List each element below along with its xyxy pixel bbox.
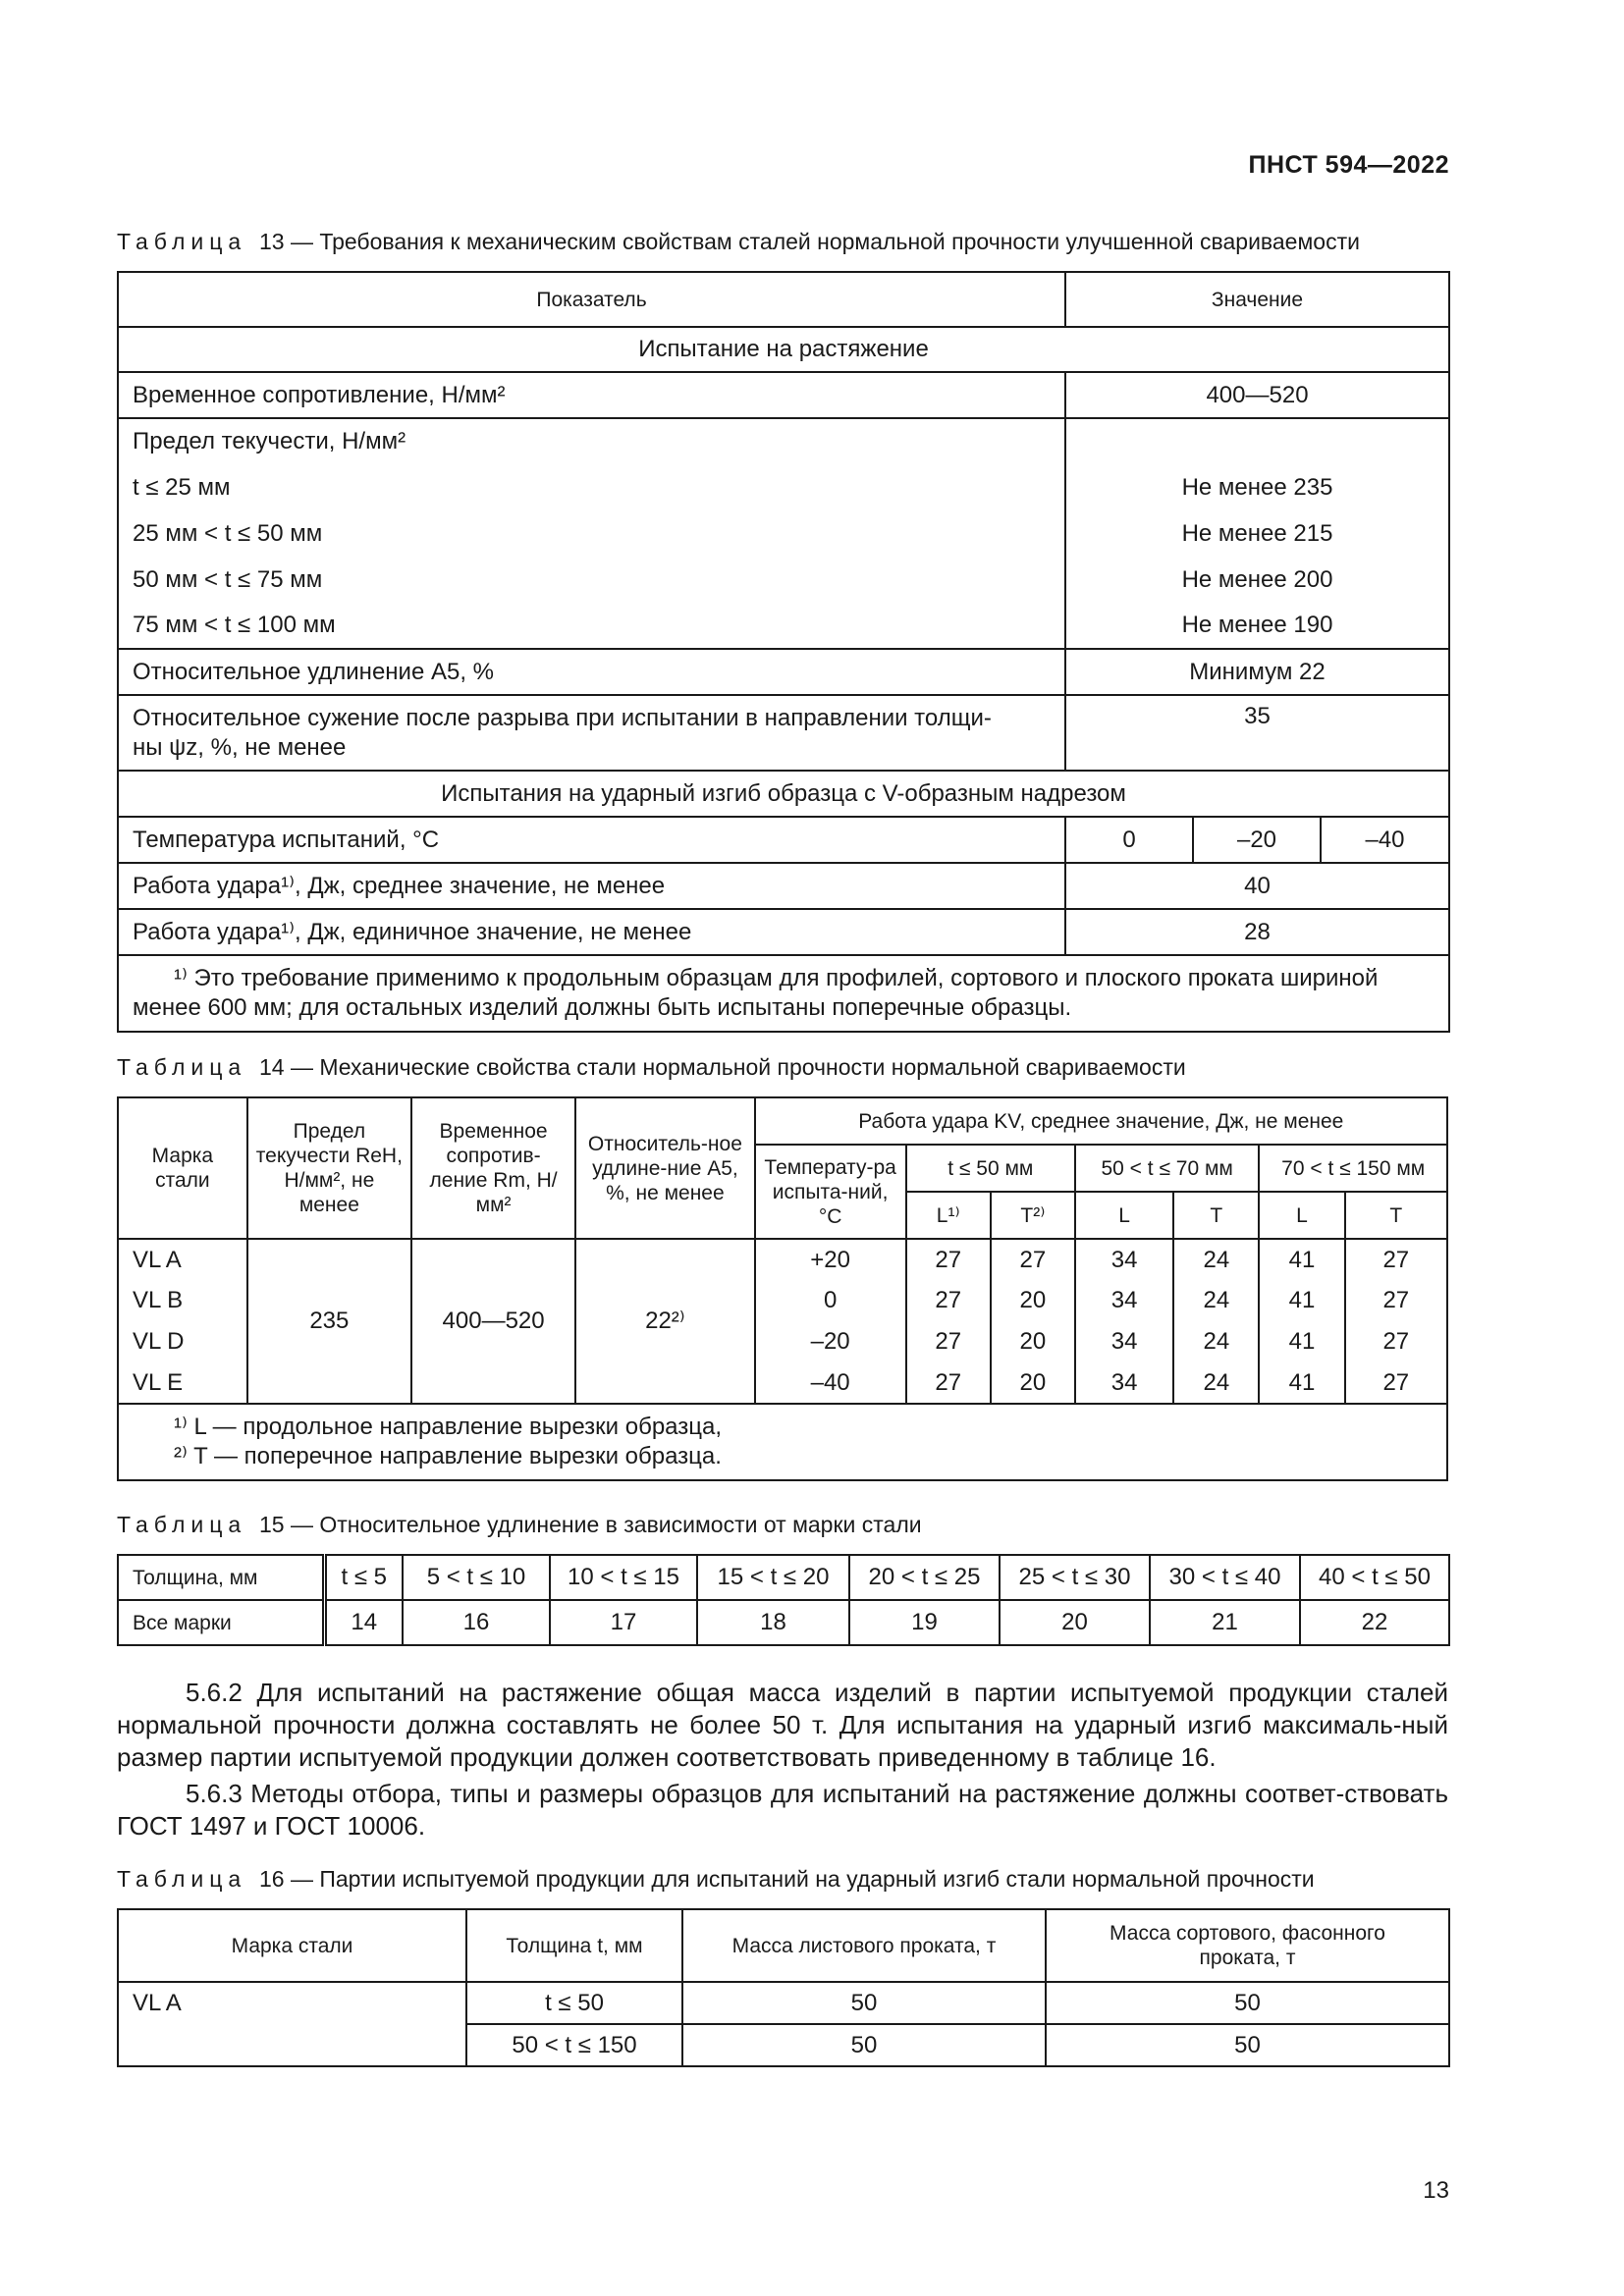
paragraph-5-6-3: 5.6.3 Методы отбора, типы и размеры образцов для испытаний на растяжение должны соответ-ствовать ГОСТ 1497 и ГОСТ 10006. [117, 1779, 1448, 1841]
table-13-footnote: ¹⁾ Это требование применимо к продольным образцам для профилей, сортового и плоского проката шириной менее 600 мм; для остальных изделий должны быть испытаны поперечные образцы. [118, 955, 1449, 1032]
table-row [118, 1555, 1449, 1600]
reduction-value: 35 [1065, 695, 1449, 771]
reduction-label [118, 695, 1065, 771]
kv-cell: 20 [991, 1362, 1075, 1404]
grade: VL A [118, 1982, 466, 2066]
thickness-range: 20 < t ≤ 25 [849, 1555, 1000, 1600]
thickness: t ≤ 50 [466, 1982, 682, 2024]
section-mass: 50 [1046, 1982, 1449, 2024]
h-elongation: Относитель-ное удлине-ние A5, %, не менее [575, 1097, 754, 1239]
table-row [118, 1600, 1449, 1645]
elongation-value: 17 [550, 1600, 697, 1645]
kv-cell: 34 [1075, 1321, 1173, 1362]
yield-title: Предел текучести, Н/мм² [118, 418, 1065, 464]
footnote-row [118, 955, 1449, 1032]
section-row [118, 327, 1449, 372]
kv-cell: 27 [906, 1280, 991, 1321]
elongation-value: 22²⁾ [575, 1239, 754, 1404]
temp: –40 [755, 1362, 906, 1404]
h-kv: Работа удара KV, среднее значение, Дж, не менее [755, 1097, 1447, 1145]
h-dir: L¹⁾ [906, 1192, 991, 1239]
impact-avg-label: Работа удара¹⁾, Дж, среднее значение, не менее [118, 863, 1065, 909]
temp-value: 0 [1065, 817, 1193, 863]
caption-text: 15 — Относительное удлинение в зависимости от марки стали [258, 1512, 922, 1537]
kv-cell: 27 [1345, 1239, 1447, 1280]
kv-cell: 27 [1345, 1362, 1447, 1404]
table-16 [117, 1908, 1450, 2067]
h-grade: Марка стали [118, 1097, 247, 1239]
grade: VL E [118, 1362, 247, 1404]
grade: VL D [118, 1321, 247, 1362]
h-dir: L [1075, 1192, 1173, 1239]
sheet-mass: 50 [682, 2024, 1046, 2066]
elongation-label: Относительное удлинение A5, % [118, 649, 1065, 695]
table-15 [117, 1554, 1450, 1646]
thickness-range: 15 < t ≤ 20 [697, 1555, 849, 1600]
yield-value: 235 [247, 1239, 411, 1404]
h-section-mass: Масса сортового, фасонного проката, т [1046, 1909, 1449, 1982]
tensile-value: 400—520 [411, 1239, 575, 1404]
yield-range: t ≤ 25 мм [118, 464, 1065, 510]
section-impact: Испытания на ударный изгиб образца с V-образным надрезом [118, 771, 1449, 817]
kv-cell: 27 [906, 1362, 991, 1404]
table-header-row [118, 1909, 1449, 1982]
section-tensile: Испытание на растяжение [118, 327, 1449, 372]
table-row [118, 1239, 1447, 1280]
thickness-label: Толщина, мм [118, 1555, 324, 1600]
kv-cell: 20 [991, 1280, 1075, 1321]
impact-avg-value: 40 [1065, 863, 1449, 909]
temp-value: –20 [1193, 817, 1321, 863]
thickness-range: t ≤ 5 [324, 1555, 403, 1600]
temp: –20 [755, 1321, 906, 1362]
kv-cell: 24 [1173, 1321, 1259, 1362]
h-tensile: Временное сопротив-ление Rm, Н/мм² [411, 1097, 575, 1239]
elongation-value: 16 [403, 1600, 550, 1645]
h-dir: T²⁾ [991, 1192, 1075, 1239]
caption-word: Таблица [117, 1866, 247, 1892]
temp-value: –40 [1321, 817, 1449, 863]
h-sheet-mass: Масса листового проката, т [682, 1909, 1046, 1982]
caption-word: Таблица [117, 1054, 247, 1080]
kv-cell: 41 [1259, 1280, 1344, 1321]
elongation-value: 21 [1150, 1600, 1300, 1645]
h-grade: Марка стали [118, 1909, 466, 1982]
kv-cell: 27 [1345, 1280, 1447, 1321]
h-temp: Температу-ра испыта-ний, °С [755, 1145, 906, 1239]
h-range: 70 < t ≤ 150 мм [1259, 1145, 1447, 1192]
table-row [118, 863, 1449, 909]
footnote-2: ²⁾ T — поперечное направление вырезки образца. [174, 1443, 722, 1469]
kv-cell: 41 [1259, 1321, 1344, 1362]
thickness-range: 30 < t ≤ 40 [1150, 1555, 1300, 1600]
kv-cell: 24 [1173, 1280, 1259, 1321]
table-row [118, 695, 1449, 771]
paragraph-5-6-2: 5.6.2 Для испытаний на растяжение общая масса изделий в партии испытуемой продукции сталей нормальной прочности должна составлять не более 50 т. Для испытания на ударный изгиб максималь-ный размер партии испытуемой продукции должен соответствовать приведенному в таблице 16. [117, 1678, 1448, 1772]
thickness-range: 25 < t ≤ 30 [1000, 1555, 1150, 1600]
table-row [118, 603, 1449, 649]
kv-cell: 41 [1259, 1362, 1344, 1404]
table-16-caption [117, 1866, 1315, 1893]
yield-value: Не менее 235 [1065, 464, 1449, 510]
kv-cell: 34 [1075, 1362, 1173, 1404]
impact-single-value: 28 [1065, 909, 1449, 955]
elongation-value: 14 [324, 1600, 403, 1645]
table-14-footnotes [118, 1404, 1447, 1480]
table-row [118, 817, 1449, 863]
test-temp-label: Температура испытаний, °С [118, 817, 1065, 863]
table-row [118, 649, 1449, 695]
table-row [118, 1982, 1449, 2024]
elongation-value: 19 [849, 1600, 1000, 1645]
table-header-row [118, 272, 1449, 327]
caption-text: 14 — Механические свойства стали нормальной прочности нормальной свариваемости [258, 1054, 1186, 1080]
h-dir: T [1173, 1192, 1259, 1239]
kv-cell: 27 [991, 1239, 1075, 1280]
footnote-1: ¹⁾ L — продольное направление вырезки образца, [174, 1414, 723, 1440]
yield-value: Не менее 215 [1065, 510, 1449, 557]
temp: +20 [755, 1239, 906, 1280]
kv-cell: 20 [991, 1321, 1075, 1362]
kv-cell: 27 [1345, 1321, 1447, 1362]
caption-word: Таблица [117, 229, 247, 254]
kv-cell: 34 [1075, 1239, 1173, 1280]
table-14 [117, 1096, 1448, 1481]
yield-value: Не менее 200 [1065, 557, 1449, 603]
sheet-mass: 50 [682, 1982, 1046, 2024]
section-mass: 50 [1046, 2024, 1449, 2066]
h-thickness: Толщина t, мм [466, 1909, 682, 1982]
yield-range: 75 мм < t ≤ 100 мм [118, 603, 1065, 649]
thickness-range: 40 < t ≤ 50 [1300, 1555, 1449, 1600]
table-row [118, 909, 1449, 955]
yield-value: Не менее 190 [1065, 603, 1449, 649]
kv-cell: 27 [906, 1239, 991, 1280]
tensile-strength-label: Временное сопротивление, Н/мм² [118, 372, 1065, 418]
col-header-value: Значение [1065, 272, 1449, 327]
table-row [118, 510, 1449, 557]
caption-word: Таблица [117, 1512, 247, 1537]
thickness: 50 < t ≤ 150 [466, 2024, 682, 2066]
grade: VL A [118, 1239, 247, 1280]
kv-cell: 27 [906, 1321, 991, 1362]
page-number: 13 [1423, 2177, 1449, 2204]
table-15-caption [117, 1512, 922, 1538]
table-13-caption [117, 229, 1360, 255]
thickness-range: 10 < t ≤ 15 [550, 1555, 697, 1600]
table-row [118, 372, 1449, 418]
h-yield: Предел текучести ReH, Н/мм², не менее [247, 1097, 411, 1239]
table-header-row [118, 1097, 1447, 1145]
elongation-value: 22 [1300, 1600, 1449, 1645]
kv-cell: 41 [1259, 1239, 1344, 1280]
kv-cell: 24 [1173, 1239, 1259, 1280]
kv-cell: 24 [1173, 1362, 1259, 1404]
all-grades-label: Все марки [118, 1600, 324, 1645]
grade: VL B [118, 1280, 247, 1321]
footnote-row [118, 1404, 1447, 1480]
elongation-value: 18 [697, 1600, 849, 1645]
h-range: 50 < t ≤ 70 мм [1075, 1145, 1259, 1192]
caption-text: 13 — Требования к механическим свойствам сталей нормальной прочности улучшенной свариваемости [258, 229, 1360, 254]
yield-range: 25 мм < t ≤ 50 мм [118, 510, 1065, 557]
elongation-value: Минимум 22 [1065, 649, 1449, 695]
section-row [118, 771, 1449, 817]
table-row [118, 464, 1449, 510]
table-row [118, 418, 1449, 464]
col-header-param: Показатель [118, 272, 1065, 327]
h-range: t ≤ 50 мм [906, 1145, 1075, 1192]
h-dir: L [1259, 1192, 1344, 1239]
h-dir: T [1345, 1192, 1447, 1239]
kv-cell: 34 [1075, 1280, 1173, 1321]
reduction-line-1: Относительное сужение после разрыва при испытании в направлении толщи- [133, 704, 992, 731]
tensile-strength-value: 400—520 [1065, 372, 1449, 418]
temp: 0 [755, 1280, 906, 1321]
table-row [118, 557, 1449, 603]
yield-range: 50 мм < t ≤ 75 мм [118, 557, 1065, 603]
elongation-value: 20 [1000, 1600, 1150, 1645]
table-14-caption [117, 1054, 1186, 1081]
table-13 [117, 271, 1450, 1033]
caption-text: 16 — Партии испытуемой продукции для испытаний на ударный изгиб стали нормальной прочности [258, 1866, 1315, 1892]
thickness-range: 5 < t ≤ 10 [403, 1555, 550, 1600]
impact-single-label: Работа удара¹⁾, Дж, единичное значение, не менее [118, 909, 1065, 955]
reduction-line-2: ны ψz, %, не менее [133, 733, 347, 761]
document-id: ПНСТ 594—2022 [1248, 151, 1449, 179]
